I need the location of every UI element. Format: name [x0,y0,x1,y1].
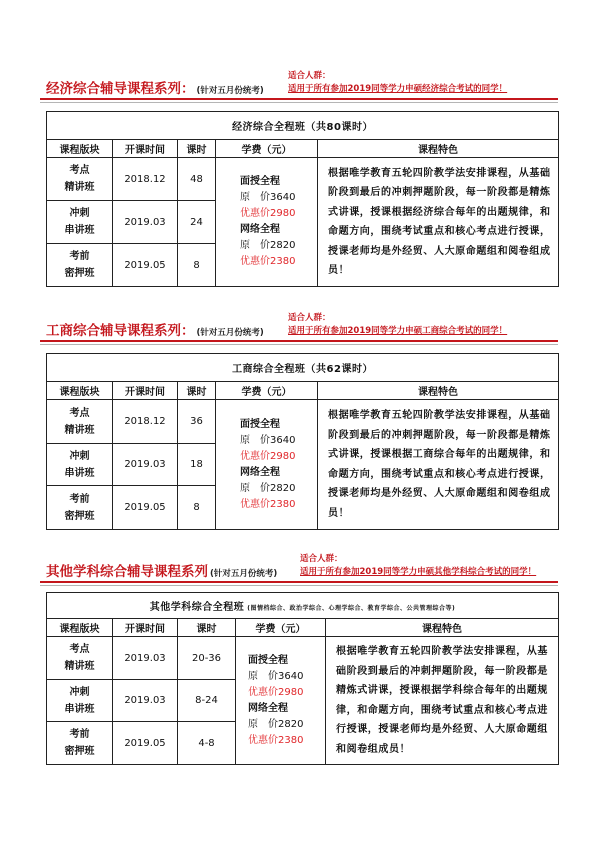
divider-grey [40,344,558,345]
course-table [46,353,559,530]
header-module: 课程版块 [47,619,113,637]
fee-cell [216,400,318,530]
table-title: 工商综合全程班（共62课时） [47,354,559,382]
fee-online-label: 网络全程 [240,466,280,478]
fee-face-price: 原 价3640 [248,670,304,682]
hours-cell: 8 [178,244,216,287]
fee-cell [236,637,326,765]
audience-label: 适合人群： [288,313,331,323]
header-hours: 课时 [178,619,236,637]
date-cell: 2019.03 [113,201,178,244]
fee-online-price: 原 价2820 [240,482,296,494]
audience-label: 适合人群： [288,71,331,81]
header-features: 课程特色 [326,619,559,637]
section-note: (针对五月份统考) [210,569,278,579]
audience-label: 适合人群： [300,554,343,564]
date-cell: 2019.03 [113,637,178,680]
header-features: 课程特色 [318,140,559,158]
hours-cell: 24 [178,201,216,244]
section-header [0,551,600,597]
fee-online-price: 原 价2820 [240,240,296,251]
audience-text: 适用于所有参加2019同等学力申硕其他学科综合考试的同学！ [300,567,537,577]
section-note: (针对五月份统考) [196,86,264,96]
fee-online-discount: 优惠价2380 [240,256,296,267]
module-cell: 考前 密押班 [47,244,113,287]
table-title: 经济综合全程班（共80课时） [47,112,559,140]
hours-cell: 18 [178,444,216,486]
section-note: (针对五月份统考) [196,328,264,338]
header-start-date: 开课时间 [113,140,178,158]
features-cell: 根据唯学教育五轮四阶教学法安排课程，从基础阶段到最后的冲刺押题阶段，每一阶段都是精炼式讲课，授课根据经济综合每年的出题规律，和命题方向，围绕考试重点和核心考点进行授课，授课老师均是外经贸、人大原命题组和阅卷组成员！ [318,158,559,287]
fee-cell [216,158,318,287]
section-header [0,68,600,114]
hours-cell: 4-8 [178,722,236,765]
divider-red [40,340,558,342]
date-cell: 2019.03 [113,444,178,486]
audience-text: 适用于所有参加2019同等学力申硕经济综合考试的同学！ [288,84,508,94]
fee-face-label: 面授全程 [240,418,280,430]
date-cell: 2019.05 [113,722,178,765]
module-cell: 考前 密押班 [47,486,113,530]
divider-red [40,98,558,100]
module-cell: 考点 精讲班 [47,637,113,680]
fee-online-discount: 优惠价2380 [248,734,304,746]
header-fee: 学费（元） [216,140,318,158]
audience-block [300,553,536,579]
fee-face-label: 面授全程 [240,176,280,187]
hours-cell: 48 [178,158,216,201]
course-table [46,592,559,765]
section-title: 其他学科综合辅导课程系列 (针对五月份统考) [46,564,278,580]
features-cell: 根据唯学教育五轮四阶教学法安排课程，从基础阶段到最后的冲刺押题阶段，每一阶段都是精炼式讲课，授课根据工商综合每年的出题规律，和命题方向，围绕考试重点和核心考点进行授课，授课老师均是外经贸、人大原命题组和阅卷组成员！ [318,400,559,530]
header-hours: 课时 [178,140,216,158]
fee-face-price: 原 价3640 [240,192,296,203]
fee-face-discount: 优惠价2980 [240,208,296,219]
header-hours: 课时 [178,382,216,400]
header-module: 课程版块 [47,140,113,158]
divider-grey [40,102,558,103]
module-cell: 考前 密押班 [47,722,113,765]
module-cell: 考点 精讲班 [47,158,113,201]
header-fee: 学费（元） [216,382,318,400]
date-cell: 2019.05 [113,244,178,287]
module-cell: 冲刺 串讲班 [47,201,113,244]
fee-face-price: 原 价3640 [240,434,296,446]
hours-cell: 8-24 [178,680,236,722]
date-cell: 2019.03 [113,680,178,722]
module-cell: 冲刺 串讲班 [47,680,113,722]
fee-online-label: 网络全程 [248,702,288,714]
divider-red [40,581,558,583]
course-table [46,111,559,287]
module-cell: 冲刺 串讲班 [47,444,113,486]
fee-online-label: 网络全程 [240,224,280,235]
table-subtitle: (图情档综合、政治学综合、心理学综合、教育学综合、公共管理综合等) [247,605,456,612]
header-start-date: 开课时间 [113,619,178,637]
audience-block [288,70,507,96]
header-features: 课程特色 [318,382,559,400]
table-title: 其他学科综合全程班 (图情档综合、政治学综合、心理学综合、教育学综合、公共管理综合等) [47,593,559,619]
section-header [0,310,600,356]
fee-face-discount: 优惠价2980 [240,450,296,462]
hours-cell: 36 [178,400,216,444]
section-title: 经济综合辅导课程系列： (针对五月份统考) [46,81,264,97]
divider-grey [40,585,558,586]
fee-face-label: 面授全程 [248,654,288,666]
header-start-date: 开课时间 [113,382,178,400]
section-title: 工商综合辅导课程系列： (针对五月份统考) [46,323,264,339]
header-fee: 学费（元） [236,619,326,637]
fee-online-discount: 优惠价2380 [240,498,296,510]
date-cell: 2019.05 [113,486,178,530]
hours-cell: 20-36 [178,637,236,680]
hours-cell: 8 [178,486,216,530]
date-cell: 2018.12 [113,400,178,444]
header-module: 课程版块 [47,382,113,400]
fee-online-price: 原 价2820 [248,718,304,730]
fee-face-discount: 优惠价2980 [248,686,304,698]
features-cell: 根据唯学教育五轮四阶教学法安排课程，从基础阶段到最后的冲刺押题阶段，每一阶段都是精炼式讲课，授课根据学科综合每年的出题规律，和命题方向，围绕考试重点和核心考点进行授课，授课老师均是外经贸、人大原命题组和阅卷组成员！ [326,637,559,765]
date-cell: 2018.12 [113,158,178,201]
module-cell: 考点 精讲班 [47,400,113,444]
audience-text: 适用于所有参加2019同等学力申硕工商综合考试的同学！ [288,326,508,336]
audience-block [288,312,507,338]
